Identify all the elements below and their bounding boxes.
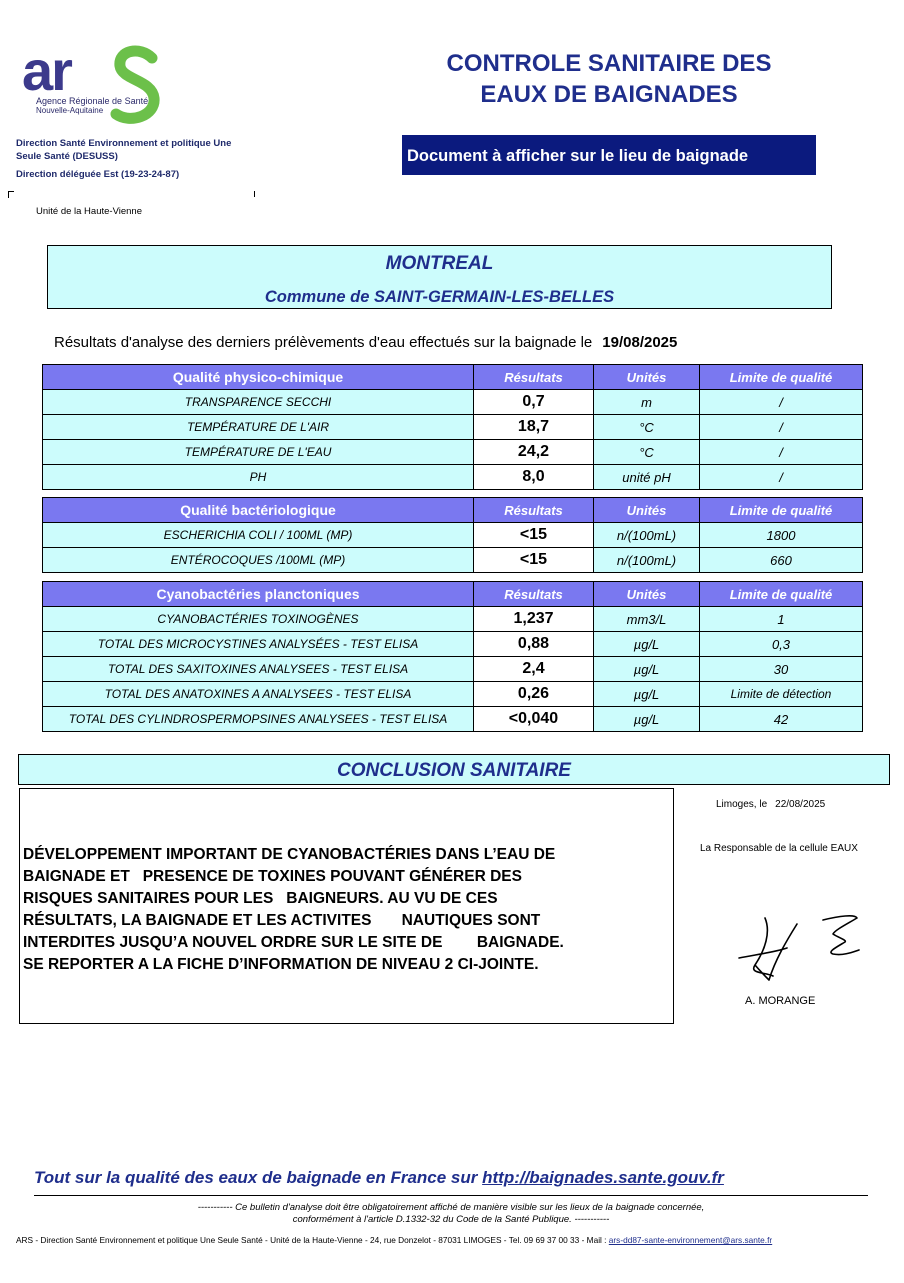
sampling-date: 19/08/2025: [602, 334, 678, 351]
results-header: Résultats: [474, 365, 594, 390]
results-header: Résultats: [474, 498, 594, 523]
result-value: 0,26: [474, 682, 594, 707]
legal-note-line-1: ----------- Ce bulletin d'analyse doit être obligatoirement affiché de manière visible sur les lieux de la baignade concernée,: [197, 1202, 705, 1213]
ars-logo: [20, 44, 170, 128]
unit-value: µg/L: [594, 657, 700, 682]
table-header-row: [43, 582, 863, 607]
result-value: <0,040: [474, 707, 594, 732]
limit-header: Limite de qualité: [700, 498, 863, 523]
limit-value: 0,3: [700, 632, 863, 657]
address-frame-corner-left: [8, 191, 14, 198]
parameter-name: TEMPÉRATURE DE L'EAU: [43, 440, 474, 465]
units-header: Unités: [594, 582, 700, 607]
result-value: 24,2: [474, 440, 594, 465]
table-row: [43, 390, 863, 415]
parameter-name: ENTÉROCOQUES /100ML (MP): [43, 548, 474, 573]
table-row: [43, 440, 863, 465]
conclusion-title: CONCLUSION SANITAIRE: [18, 754, 890, 785]
footer-divider: [34, 1195, 868, 1196]
limit-value: /: [700, 465, 863, 490]
signature-date-line: [716, 799, 825, 810]
result-value: 18,7: [474, 415, 594, 440]
sampling-intro: [54, 334, 677, 351]
parameter-name: PH: [43, 465, 474, 490]
sampling-intro-text: Résultats d'analyse des derniers prélèvements d'eau effectués sur la baignade le: [54, 334, 593, 351]
parameter-name: TOTAL DES SAXITOXINES ANALYSEES - TEST ELISA: [43, 657, 474, 682]
logo-subtitle-agency: Agence Régionale de Santé: [36, 96, 149, 106]
signature-date: 22/08/2025: [775, 799, 826, 810]
cyano-title: Cyanobactéries planctoniques: [43, 582, 474, 607]
unit-value: mm3/L: [594, 607, 700, 632]
parameter-name: TOTAL DES CYLINDROSPERMOPSINES ANALYSEES - TEST ELISA: [43, 707, 474, 732]
units-header: Unités: [594, 365, 700, 390]
table-row: [43, 523, 863, 548]
physico-title: Qualité physico-chimique: [43, 365, 474, 390]
footer-address-text: ARS - Direction Santé Environnement et politique Une Seule Santé - Unité de la Haute-Vienne - 24, rue Donzelot - 87031 LIMOGES - Tel. 09 69 37 00 33 - Mail :: [16, 1235, 609, 1245]
unit-value: °C: [594, 415, 700, 440]
table-row: [43, 707, 863, 732]
document-title: [400, 48, 818, 110]
legal-note-line-2: conformément à l'article D.1332-32 du Code de la Santé Publique. -----------: [292, 1214, 610, 1225]
parameter-name: TEMPÉRATURE DE L'AIR: [43, 415, 474, 440]
legal-note: [34, 1202, 868, 1226]
unit-value: unité pH: [594, 465, 700, 490]
unit-value: µg/L: [594, 632, 700, 657]
result-value: 0,7: [474, 390, 594, 415]
parameter-name: TRANSPARENCE SECCHI: [43, 390, 474, 415]
unit-name: Unité de la Haute-Vienne: [36, 206, 142, 217]
logo-subtitle-region: Nouvelle-Aquitaine: [36, 106, 104, 115]
results-header: Résultats: [474, 582, 594, 607]
limit-value: 1800: [700, 523, 863, 548]
title-line-1: CONTROLE SANITAIRE DES: [446, 50, 772, 77]
table-header-row: [43, 365, 863, 390]
limit-value: 660: [700, 548, 863, 573]
physico-chemical-table: [42, 364, 863, 490]
title-line-2: EAUX DE BAIGNADES: [480, 81, 738, 108]
signature-place: Limoges, le: [716, 799, 768, 810]
unit-value: m: [594, 390, 700, 415]
footer-address: [16, 1235, 896, 1245]
table-row: [43, 682, 863, 707]
result-value: 0,88: [474, 632, 594, 657]
table-row: [43, 465, 863, 490]
baignades-link[interactable]: http://baignades.sante.gouv.fr: [482, 1168, 724, 1187]
bacterio-title: Qualité bactériologique: [43, 498, 474, 523]
limit-header: Limite de qualité: [700, 582, 863, 607]
direction-name: Direction Santé Environnement et politique Une Seule Santé (DESUSS): [16, 138, 232, 162]
result-value: 2,4: [474, 657, 594, 682]
table-row: [43, 657, 863, 682]
info-text: Tout sur la qualité des eaux de baignade en France sur: [34, 1168, 483, 1187]
conclusion-text: DÉVELOPPEMENT IMPORTANT DE CYANOBACTÉRIES DANS L’EAU DE BAIGNADE ET PRESENCE DE TOXINES POUVANT GÉNÉRER DES RISQUES SANITAIRES POUR LES BAIGNEURS. AU VU DE CES RÉSULTATS, LA BAIGNADE ET LES ACTIVITES NAUTIQUES SONT INTERDITES JUSQU’A NOUVEL ORDRE SUR LE SITE DE BAIGNADE. SE REPORTER A LA FICHE D’INFORMATION DE NIVEAU 2 CI-JOINTE.: [23, 846, 564, 973]
bacteriological-table: [42, 497, 863, 573]
signer-role: La Responsable de la cellule EAUX: [700, 843, 858, 854]
parameter-name: CYANOBACTÉRIES TOXINOGÈNES: [43, 607, 474, 632]
handwritten-signature: [735, 910, 865, 985]
svg-text:ar: ar: [22, 44, 71, 102]
contact-email-link[interactable]: ars-dd87-sante-environnement@ars.sante.fr: [608, 1235, 773, 1245]
site-name: MONTREAL: [385, 253, 494, 274]
site-commune: Commune de SAINT-GERMAIN-LES-BELLES: [264, 288, 615, 306]
result-value: <15: [474, 548, 594, 573]
table-row: [43, 632, 863, 657]
table-row: [43, 415, 863, 440]
display-notice-banner: Document à afficher sur le lieu de baignade: [402, 135, 816, 175]
info-line: [34, 1168, 724, 1188]
unit-value: n/(100mL): [594, 548, 700, 573]
limit-value: /: [700, 415, 863, 440]
table-row: [43, 607, 863, 632]
result-value: 1,237: [474, 607, 594, 632]
parameter-name: ESCHERICHIA COLI / 100ML (MP): [43, 523, 474, 548]
limit-header: Limite de qualité: [700, 365, 863, 390]
limit-value: 42: [700, 707, 863, 732]
parameter-name: TOTAL DES ANATOXINES A ANALYSEES - TEST ELISA: [43, 682, 474, 707]
limit-value: /: [700, 440, 863, 465]
unit-value: n/(100mL): [594, 523, 700, 548]
delegation-name: Direction déléguée Est (19-23-24-87): [16, 169, 180, 180]
limit-value: 1: [700, 607, 863, 632]
result-value: 8,0: [474, 465, 594, 490]
units-header: Unités: [594, 498, 700, 523]
limit-value: 30: [700, 657, 863, 682]
unit-value: °C: [594, 440, 700, 465]
cyanobacteria-table: [42, 581, 863, 732]
address-frame-corner-right: [254, 191, 255, 197]
limit-value: Limite de détection: [700, 682, 863, 707]
table-row: [43, 548, 863, 573]
table-header-row: [43, 498, 863, 523]
result-value: <15: [474, 523, 594, 548]
signer-name: A. MORANGE: [745, 995, 816, 1007]
parameter-name: TOTAL DES MICROCYSTINES ANALYSÉES - TEST ELISA: [43, 632, 474, 657]
unit-value: µg/L: [594, 707, 700, 732]
unit-value: µg/L: [594, 682, 700, 707]
limit-value: /: [700, 390, 863, 415]
